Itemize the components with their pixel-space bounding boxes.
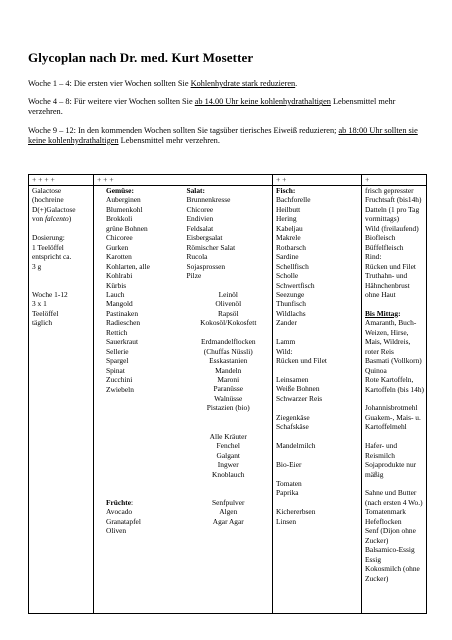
legume-item: Schwarzer Reis [276,393,323,403]
food-item: Truthahn- und [365,271,408,281]
rating-header-row [29,175,427,186]
galactose-line [32,224,91,233]
cheese-item: Schafskäse [276,422,309,432]
salad-item: Rucola [186,252,208,262]
galactose-source: von falcento) [32,214,72,224]
week-2-emphasis: ab 14.00 Uhr keine kohlenhydrathaltigen [194,97,331,107]
vegetable-item: grüne Bohnen [106,223,148,233]
legume-item: Leinsamen [276,375,309,385]
vegetable-item: Spargel [106,356,129,366]
week-2-instruction [28,97,426,117]
food-body-row [29,186,427,614]
lunch-item: (nach ersten 4 Wo.) [365,497,423,507]
fish-item: Bachforelle [276,195,311,205]
vegetable-item: Gurken [106,242,129,252]
lunch-item: Weizen, Hirse, [365,327,409,337]
fruit-item: Granatapfel [106,516,141,526]
week-3-instruction [28,126,426,146]
fish-item: Thunfisch [276,299,306,309]
food-table [28,174,427,614]
salad-cell [184,186,273,614]
meat-item: Wild: [276,346,293,356]
rating-header-1: + [362,175,427,186]
salad-item: Chicoree [186,204,214,214]
lunch-item: Zucker) [365,535,389,545]
week-instructions [28,79,426,154]
lunch-item: Mais, Wildreis, [365,337,411,347]
misc-item: Senfpulver [212,497,245,507]
nut-item: Paranüsse [213,384,244,394]
week-3-text: In den kommenden Wochen sollten Sie tagsüber tierisches Eiweiß reduzieren; [75,125,339,135]
herb-item: Knoblauch [212,469,245,479]
vegetable-item: Chicoree [106,233,133,243]
vegetable-item: Zwiebeln [106,384,134,394]
lunch-item: Sojaprodukte nur [365,460,417,470]
nut-item: Esskastanien [209,356,248,366]
vegetable-item: Rettich [106,327,128,337]
veg-item: Tomaten [276,478,302,488]
lunch-item: Quinoa [365,365,387,375]
pulse-item: Linsen [276,516,297,526]
galactose-line [32,271,91,280]
food-item: Wild (freilaufend) [365,223,419,233]
lunch-item [365,432,424,441]
lunch-item: roter Reis [365,346,394,356]
fruits-heading-colon: : [131,497,134,507]
lunch-item [365,394,424,403]
milk-item: Mandelmilch [276,441,316,451]
nut-item: Maroni [217,375,240,385]
lunch-item: mäßig [365,469,384,479]
galactose-line: (hochreine [32,195,64,205]
vegetable-item: Pastinaken [106,308,139,318]
lunch-item: Balsamico-Essig [365,545,415,555]
fruits-heading [106,498,182,507]
salad-item: Feldsalat [186,223,214,233]
fish-item: Zander [276,318,297,328]
salad-heading: Salat: [186,186,205,195]
food-item: vormittags) [365,214,400,224]
misc-item: Algen [219,507,238,517]
meat-item: Rücken und Filet [276,356,327,366]
lunch-item: Basmati (Vollkorn) [365,356,422,366]
fish-item: Schwertfisch [276,280,315,290]
lunch-item: Senf (Dijon ohne [365,526,416,536]
food-item: Fruchtsaft (bis14h) [365,195,422,205]
lunch-item: Sahne und Butter [365,488,417,498]
nut-item: Erdmandelflocken [200,337,256,347]
fish-item: Makrele [276,233,301,243]
herb-item: Galgant [216,450,240,460]
lunch-heading-text: Bis Mittag [365,308,399,318]
lunch-item: Essig [365,554,382,564]
salad-item: Römischer Salat [186,242,236,252]
rating-header-4: + + + + [29,175,94,186]
lunch-item: Amaranth, Buch- [365,318,417,328]
oil-item: Kokosöl/Kokosfett [200,318,257,328]
vegetable-item: Zucchini [106,375,133,385]
vegetable-item: Lauch [106,289,125,299]
fish-item: Heilbutt [276,204,301,214]
lunch-item: Hafer- und [365,441,398,451]
galactose-line [32,281,91,290]
food-item: Rind: [365,252,382,262]
week-3-emphasis: ab 18:00 Uhr sollten sie keine kohlenhydrathaltigen [28,125,418,145]
meat-item: Lamm [276,337,296,347]
week-1-end: . [295,79,298,88]
legume-item: Weiße Bohnen [276,384,320,394]
rating-header-2: + + [273,175,362,186]
fish-item: Rotbarsch [276,242,306,252]
galactose-line: 3 g [32,261,42,271]
pulse-item: Kichererbsen [276,507,316,517]
salad-item: Eisbergsalat [186,233,223,243]
nut-item: Walnüsse [214,393,243,403]
food-item: frisch gepresster [365,186,414,195]
cheese-item: Ziegenkäse [276,412,310,422]
galactose-line: Galactose [32,186,62,195]
lunch-item: Hefeflocken [365,516,402,526]
galactose-cell [29,186,94,614]
food-item: Biofleisch [365,233,396,243]
salad-item: Endivien [186,214,214,224]
nut-item: (Chuffas Nüssli) [203,346,253,356]
herb-item: Alle Kräuter [209,431,247,441]
galactose-line: Teelöffel [32,308,59,318]
galactose-line [32,214,91,223]
lunch-item: Guakem-, Mais- u. [365,412,421,422]
week-3-label: Woche 9 – 12: [28,125,76,135]
fish-item: Seezunge [276,289,305,299]
vegetable-item: Brokkoli [106,214,133,224]
vegetable-item: Sellerie [106,346,129,356]
fish-item: Wildlachs [276,308,306,318]
week-1-text: Die ersten vier Wochen sollten Sie [71,79,191,88]
food-item: ohne Haut [365,289,396,299]
week-1-emphasis: Kohlenhydrate stark reduzieren [190,79,296,88]
oil-item: Olivenöl [215,299,242,309]
galactose-line: Dosierung: [32,233,65,243]
lunch-item: Kartoffeln (bis 14h) [365,384,424,394]
egg-item: Bio-Eier [276,460,302,470]
lunch-item: Zucker) [365,573,389,583]
herb-item: Fenchel [216,441,240,451]
misc-food-cell [362,186,427,614]
vegetable-item: Kohlarten, alle [106,261,150,271]
galactose-line: 1 Teelöffel [32,242,64,252]
lunch-item [365,479,424,488]
week-2-label: Woche 4 – 8: [28,97,72,107]
lunch-item: Johannisbrotmehl [365,403,418,413]
galactose-line: D(+)Galactose [32,204,76,214]
vegetable-item: Mangold [106,299,133,309]
vegetables-heading: Gemüse: [106,186,134,195]
food-item: Rücken und Filet [365,261,416,271]
lunch-item: Rote Kartoffeln, [365,375,414,385]
veg-item: Paprika [276,488,299,498]
salad-item: Sojasprossen [186,261,226,271]
fish-item: Scholle [276,271,299,281]
food-item: Büffelfleisch [365,242,404,252]
week-2-end: Lebensmittel mehr verzehren. [28,97,396,117]
vegetable-item: Karotten [106,252,132,262]
lunch-item: Reismilch [365,450,395,460]
fish-item: Schellfisch [276,261,309,271]
food-item: Datteln (1 pro Tag [365,204,420,214]
fish-item: Hering [276,214,297,224]
vegetable-item: Auberginen [106,195,141,205]
vegetable-item: Radieschen [106,318,141,328]
fish-item: Sardine [276,252,299,262]
galactose-line: entspricht ca. [32,252,72,262]
document-title: Glycoplan nach Dr. med. Kurt Mosetter [28,50,254,65]
oil-item: Rapsöl [217,308,239,318]
fruit-item: Avocado [106,507,133,517]
fish-heading: Fisch: [276,186,296,195]
vegetables-cell [94,186,184,614]
fish-item: Kabeljau [276,223,303,233]
lunch-heading-colon: : [398,308,401,318]
nut-item: Pistazien (bio) [206,403,250,413]
lunch-item: Kartoffelmehl [365,422,407,432]
rating-header-3: + + + [94,175,273,186]
week-1-instruction [28,79,426,89]
vegetable-item: Blumenkohl [106,204,143,214]
lunch-item: Tomatenmark [365,507,406,517]
galactose-line: 3 x 1 [32,299,47,309]
nut-item: Mandeln [215,365,242,375]
week-1-label: Woche 1 – 4: [28,79,72,88]
week-2-text: Für weitere vier Wochen sollten Sie [71,97,195,107]
lunch-item: Kokosmilch (ohne [365,564,420,574]
fruit-item: Oliven [106,526,127,536]
week-3-end: Lebensmittel mehr verzehren. [118,135,220,145]
vegetable-item: Spinat [106,365,125,375]
herb-item: Ingwer [217,460,239,470]
misc-item: Agar Agar [212,516,244,526]
vegetable-item: Kohlrabi [106,271,133,281]
fish-cell [273,186,362,614]
food-item: Hähnchenbrust [365,280,410,290]
salad-item: Pilze [186,271,202,281]
vegetable-item: Kürbis [106,280,127,290]
vegetable-item: Sauerkraut [106,337,139,347]
lunch-heading [365,309,424,318]
salad-item: Brunnenkresse [186,195,231,205]
galactose-line: Woche 1-12 [32,289,68,299]
fruits-heading-text: Früchte [106,497,132,507]
oil-item: Leinöl [218,289,238,299]
galactose-line: täglich [32,318,53,328]
